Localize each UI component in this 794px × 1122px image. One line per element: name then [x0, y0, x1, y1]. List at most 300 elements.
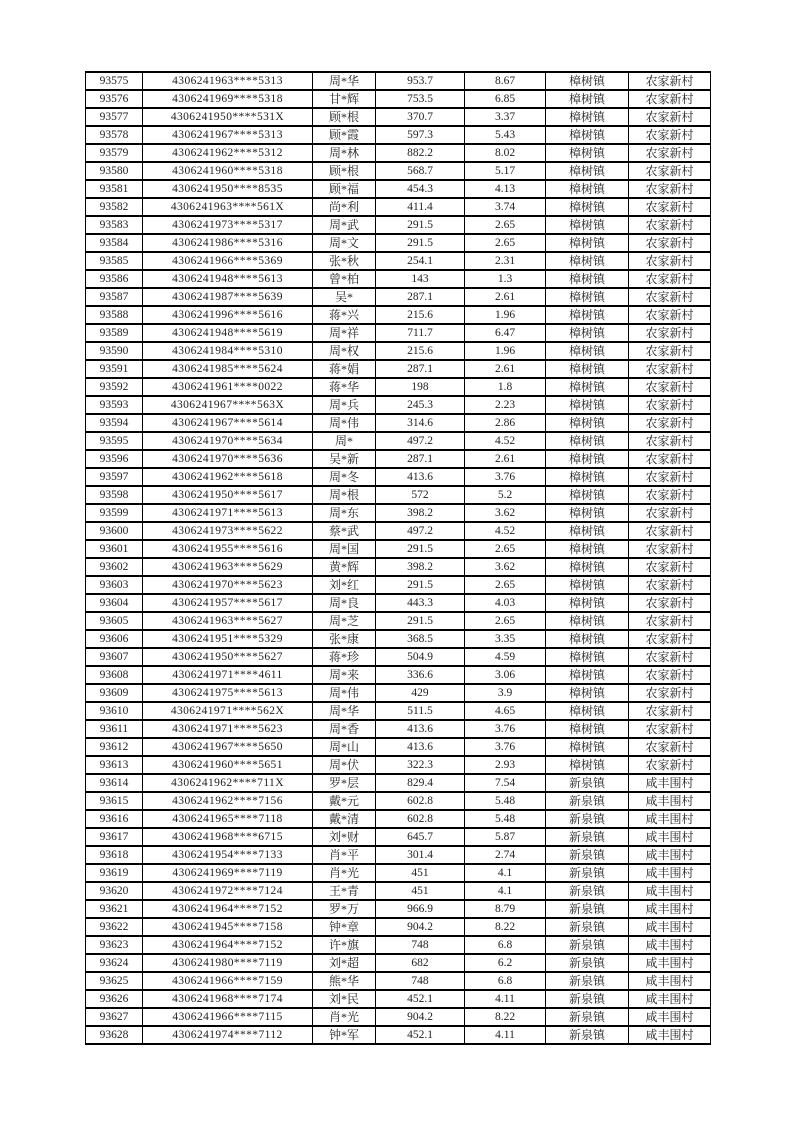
serial-number-cell: 93588	[86, 306, 143, 324]
serial-number-cell: 93625	[86, 972, 143, 990]
amount-value-cell: 254.1	[376, 252, 465, 270]
serial-number-cell: 93618	[86, 846, 143, 864]
records-table	[85, 71, 711, 1045]
serial-number-cell: 93590	[86, 342, 143, 360]
rate-value-cell: 4.65	[465, 702, 546, 720]
masked-id-number-cell: 4306241970****5636	[143, 450, 313, 468]
amount-value-cell: 497.2	[376, 522, 465, 540]
person-name-cell: 周*国	[313, 540, 376, 558]
serial-number-cell: 93603	[86, 576, 143, 594]
town-name-cell: 樟树镇	[546, 576, 629, 594]
amount-value-cell: 314.6	[376, 414, 465, 432]
amount-value-cell: 322.3	[376, 756, 465, 774]
table-row	[86, 126, 711, 144]
person-name-cell: 吴*新	[313, 450, 376, 468]
masked-id-number-cell: 4306241955****5616	[143, 540, 313, 558]
person-name-cell: 周*伏	[313, 756, 376, 774]
table-row	[86, 702, 711, 720]
masked-id-number-cell: 4306241967****5614	[143, 414, 313, 432]
serial-number-cell: 93619	[86, 864, 143, 882]
amount-value-cell: 602.8	[376, 810, 465, 828]
village-name-cell: 咸丰围村	[629, 954, 711, 972]
masked-id-number-cell: 4306241957****5617	[143, 594, 313, 612]
amount-value-cell: 411.4	[376, 198, 465, 216]
amount-value-cell: 215.6	[376, 342, 465, 360]
person-name-cell: 周*东	[313, 504, 376, 522]
masked-id-number-cell: 4306241961****0022	[143, 378, 313, 396]
person-name-cell: 周*伟	[313, 414, 376, 432]
serial-number-cell: 93626	[86, 990, 143, 1008]
person-name-cell: 熊*华	[313, 972, 376, 990]
amount-value-cell: 572	[376, 486, 465, 504]
masked-id-number-cell: 4306241960****5318	[143, 162, 313, 180]
masked-id-number-cell: 4306241971****562X	[143, 702, 313, 720]
amount-value-cell: 413.6	[376, 720, 465, 738]
village-name-cell: 农家新村	[629, 90, 711, 108]
rate-value-cell: 2.65	[465, 216, 546, 234]
table-row	[86, 576, 711, 594]
serial-number-cell: 93604	[86, 594, 143, 612]
amount-value-cell: 454.3	[376, 180, 465, 198]
person-name-cell: 顾*根	[313, 108, 376, 126]
table-row	[86, 720, 711, 738]
amount-value-cell: 645.7	[376, 828, 465, 846]
person-name-cell: 许*旗	[313, 936, 376, 954]
rate-value-cell: 4.11	[465, 990, 546, 1008]
person-name-cell: 黄*辉	[313, 558, 376, 576]
amount-value-cell: 398.2	[376, 558, 465, 576]
amount-value-cell: 143	[376, 270, 465, 288]
serial-number-cell: 93587	[86, 288, 143, 306]
person-name-cell: 吴*	[313, 288, 376, 306]
village-name-cell: 农家新村	[629, 324, 711, 342]
rate-value-cell: 1.8	[465, 378, 546, 396]
village-name-cell: 农家新村	[629, 558, 711, 576]
masked-id-number-cell: 4306241964****7152	[143, 936, 313, 954]
town-name-cell: 樟树镇	[546, 738, 629, 756]
amount-value-cell: 291.5	[376, 612, 465, 630]
table-row	[86, 144, 711, 162]
amount-value-cell: 336.6	[376, 666, 465, 684]
town-name-cell: 樟树镇	[546, 162, 629, 180]
village-name-cell: 咸丰围村	[629, 1008, 711, 1026]
village-name-cell: 农家新村	[629, 288, 711, 306]
masked-id-number-cell: 4306241963****5629	[143, 558, 313, 576]
rate-value-cell: 6.47	[465, 324, 546, 342]
village-name-cell: 咸丰围村	[629, 792, 711, 810]
town-name-cell: 新泉镇	[546, 900, 629, 918]
rate-value-cell: 5.2	[465, 486, 546, 504]
records-table-body	[86, 72, 711, 1044]
masked-id-number-cell: 4306241963****561X	[143, 198, 313, 216]
table-row	[86, 882, 711, 900]
table-row	[86, 486, 711, 504]
table-row	[86, 738, 711, 756]
amount-value-cell: 413.6	[376, 738, 465, 756]
village-name-cell: 咸丰围村	[629, 774, 711, 792]
town-name-cell: 樟树镇	[546, 90, 629, 108]
rate-value-cell: 6.2	[465, 954, 546, 972]
serial-number-cell: 93582	[86, 198, 143, 216]
rate-value-cell: 5.43	[465, 126, 546, 144]
person-name-cell: 刘*民	[313, 990, 376, 1008]
rate-value-cell: 2.65	[465, 540, 546, 558]
amount-value-cell: 953.7	[376, 72, 465, 90]
town-name-cell: 新泉镇	[546, 1026, 629, 1044]
rate-value-cell: 7.54	[465, 774, 546, 792]
amount-value-cell: 291.5	[376, 234, 465, 252]
town-name-cell: 樟树镇	[546, 378, 629, 396]
town-name-cell: 新泉镇	[546, 954, 629, 972]
table-row	[86, 360, 711, 378]
person-name-cell: 王*青	[313, 882, 376, 900]
person-name-cell: 刘*财	[313, 828, 376, 846]
masked-id-number-cell: 4306241996****5616	[143, 306, 313, 324]
town-name-cell: 新泉镇	[546, 1008, 629, 1026]
table-row	[86, 954, 711, 972]
town-name-cell: 樟树镇	[546, 486, 629, 504]
table-row	[86, 1026, 711, 1044]
table-row	[86, 378, 711, 396]
serial-number-cell: 93585	[86, 252, 143, 270]
masked-id-number-cell: 4306241960****5651	[143, 756, 313, 774]
serial-number-cell: 93596	[86, 450, 143, 468]
person-name-cell: 周*根	[313, 486, 376, 504]
person-name-cell: 周*	[313, 432, 376, 450]
table-row	[86, 540, 711, 558]
town-name-cell: 新泉镇	[546, 810, 629, 828]
town-name-cell: 樟树镇	[546, 396, 629, 414]
masked-id-number-cell: 4306241962****5312	[143, 144, 313, 162]
rate-value-cell: 8.22	[465, 918, 546, 936]
amount-value-cell: 245.3	[376, 396, 465, 414]
person-name-cell: 肖*光	[313, 864, 376, 882]
rate-value-cell: 3.9	[465, 684, 546, 702]
serial-number-cell: 93616	[86, 810, 143, 828]
village-name-cell: 咸丰围村	[629, 1026, 711, 1044]
person-name-cell: 肖*平	[313, 846, 376, 864]
masked-id-number-cell: 4306241962****5618	[143, 468, 313, 486]
masked-id-number-cell: 4306241962****7156	[143, 792, 313, 810]
table-row	[86, 630, 711, 648]
rate-value-cell: 8.02	[465, 144, 546, 162]
rate-value-cell: 2.31	[465, 252, 546, 270]
village-name-cell: 农家新村	[629, 450, 711, 468]
village-name-cell: 农家新村	[629, 756, 711, 774]
person-name-cell: 蒋*华	[313, 378, 376, 396]
person-name-cell: 戴*元	[313, 792, 376, 810]
person-name-cell: 尚*利	[313, 198, 376, 216]
town-name-cell: 樟树镇	[546, 648, 629, 666]
masked-id-number-cell: 4306241970****5634	[143, 432, 313, 450]
rate-value-cell: 5.17	[465, 162, 546, 180]
rate-value-cell: 3.62	[465, 504, 546, 522]
village-name-cell: 农家新村	[629, 684, 711, 702]
table-row	[86, 756, 711, 774]
person-name-cell: 张*秋	[313, 252, 376, 270]
table-row	[86, 612, 711, 630]
serial-number-cell: 93584	[86, 234, 143, 252]
serial-number-cell: 93614	[86, 774, 143, 792]
person-name-cell: 蒋*娟	[313, 360, 376, 378]
village-name-cell: 农家新村	[629, 198, 711, 216]
person-name-cell: 周*来	[313, 666, 376, 684]
person-name-cell: 钟*章	[313, 918, 376, 936]
serial-number-cell: 93610	[86, 702, 143, 720]
rate-value-cell: 4.13	[465, 180, 546, 198]
rate-value-cell: 1.96	[465, 306, 546, 324]
town-name-cell: 新泉镇	[546, 882, 629, 900]
table-row	[86, 198, 711, 216]
serial-number-cell: 93609	[86, 684, 143, 702]
amount-value-cell: 198	[376, 378, 465, 396]
town-name-cell: 樟树镇	[546, 666, 629, 684]
town-name-cell: 樟树镇	[546, 288, 629, 306]
masked-id-number-cell: 4306241980****7119	[143, 954, 313, 972]
rate-value-cell: 4.1	[465, 882, 546, 900]
table-row	[86, 990, 711, 1008]
amount-value-cell: 904.2	[376, 1008, 465, 1026]
rate-value-cell: 2.65	[465, 234, 546, 252]
amount-value-cell: 497.2	[376, 432, 465, 450]
person-name-cell: 周*权	[313, 342, 376, 360]
village-name-cell: 农家新村	[629, 72, 711, 90]
village-name-cell: 农家新村	[629, 162, 711, 180]
rate-value-cell: 3.62	[465, 558, 546, 576]
person-name-cell: 肖*光	[313, 1008, 376, 1026]
table-row	[86, 270, 711, 288]
person-name-cell: 曾*柏	[313, 270, 376, 288]
amount-value-cell: 370.7	[376, 108, 465, 126]
masked-id-number-cell: 4306241951****5329	[143, 630, 313, 648]
rate-value-cell: 5.48	[465, 810, 546, 828]
village-name-cell: 农家新村	[629, 594, 711, 612]
rate-value-cell: 8.67	[465, 72, 546, 90]
person-name-cell: 周*林	[313, 144, 376, 162]
amount-value-cell: 753.5	[376, 90, 465, 108]
amount-value-cell: 291.5	[376, 576, 465, 594]
amount-value-cell: 291.5	[376, 216, 465, 234]
amount-value-cell: 368.5	[376, 630, 465, 648]
town-name-cell: 樟树镇	[546, 630, 629, 648]
village-name-cell: 农家新村	[629, 576, 711, 594]
serial-number-cell: 93627	[86, 1008, 143, 1026]
person-name-cell: 罗*层	[313, 774, 376, 792]
village-name-cell: 农家新村	[629, 378, 711, 396]
town-name-cell: 新泉镇	[546, 774, 629, 792]
table-row	[86, 162, 711, 180]
person-name-cell: 周*冬	[313, 468, 376, 486]
serial-number-cell: 93599	[86, 504, 143, 522]
masked-id-number-cell: 4306241969****5318	[143, 90, 313, 108]
town-name-cell: 樟树镇	[546, 522, 629, 540]
village-name-cell: 农家新村	[629, 342, 711, 360]
rate-value-cell: 3.06	[465, 666, 546, 684]
table-row	[86, 288, 711, 306]
amount-value-cell: 829.4	[376, 774, 465, 792]
village-name-cell: 农家新村	[629, 666, 711, 684]
rate-value-cell: 4.1	[465, 864, 546, 882]
serial-number-cell: 93622	[86, 918, 143, 936]
town-name-cell: 樟树镇	[546, 594, 629, 612]
person-name-cell: 周*兵	[313, 396, 376, 414]
person-name-cell: 戴*清	[313, 810, 376, 828]
amount-value-cell: 287.1	[376, 288, 465, 306]
village-name-cell: 农家新村	[629, 468, 711, 486]
table-row	[86, 432, 711, 450]
amount-value-cell: 882.2	[376, 144, 465, 162]
amount-value-cell: 748	[376, 972, 465, 990]
village-name-cell: 农家新村	[629, 432, 711, 450]
amount-value-cell: 451	[376, 864, 465, 882]
masked-id-number-cell: 4306241968****7174	[143, 990, 313, 1008]
town-name-cell: 樟树镇	[546, 432, 629, 450]
town-name-cell: 樟树镇	[546, 252, 629, 270]
serial-number-cell: 93623	[86, 936, 143, 954]
masked-id-number-cell: 4306241963****5627	[143, 612, 313, 630]
village-name-cell: 咸丰围村	[629, 918, 711, 936]
masked-id-number-cell: 4306241970****5623	[143, 576, 313, 594]
town-name-cell: 新泉镇	[546, 936, 629, 954]
amount-value-cell: 451	[376, 882, 465, 900]
masked-id-number-cell: 4306241945****7158	[143, 918, 313, 936]
masked-id-number-cell: 4306241966****7159	[143, 972, 313, 990]
town-name-cell: 新泉镇	[546, 846, 629, 864]
town-name-cell: 樟树镇	[546, 126, 629, 144]
town-name-cell: 樟树镇	[546, 720, 629, 738]
town-name-cell: 樟树镇	[546, 234, 629, 252]
masked-id-number-cell: 4306241971****5613	[143, 504, 313, 522]
town-name-cell: 樟树镇	[546, 468, 629, 486]
person-name-cell: 刘*超	[313, 954, 376, 972]
rate-value-cell: 2.23	[465, 396, 546, 414]
amount-value-cell: 904.2	[376, 918, 465, 936]
rate-value-cell: 3.35	[465, 630, 546, 648]
table-row	[86, 90, 711, 108]
serial-number-cell: 93589	[86, 324, 143, 342]
person-name-cell: 周*文	[313, 234, 376, 252]
town-name-cell: 樟树镇	[546, 612, 629, 630]
table-row	[86, 252, 711, 270]
serial-number-cell: 93575	[86, 72, 143, 90]
serial-number-cell: 93595	[86, 432, 143, 450]
masked-id-number-cell: 4306241950****5617	[143, 486, 313, 504]
town-name-cell: 樟树镇	[546, 108, 629, 126]
village-name-cell: 农家新村	[629, 306, 711, 324]
table-row	[86, 684, 711, 702]
masked-id-number-cell: 4306241969****7119	[143, 864, 313, 882]
town-name-cell: 樟树镇	[546, 180, 629, 198]
rate-value-cell: 4.52	[465, 432, 546, 450]
rate-value-cell: 2.93	[465, 756, 546, 774]
amount-value-cell: 748	[376, 936, 465, 954]
serial-number-cell: 93607	[86, 648, 143, 666]
rate-value-cell: 2.61	[465, 450, 546, 468]
serial-number-cell: 93605	[86, 612, 143, 630]
village-name-cell: 农家新村	[629, 540, 711, 558]
town-name-cell: 樟树镇	[546, 72, 629, 90]
masked-id-number-cell: 4306241965****7118	[143, 810, 313, 828]
table-row	[86, 846, 711, 864]
rate-value-cell: 8.22	[465, 1008, 546, 1026]
town-name-cell: 樟树镇	[546, 324, 629, 342]
village-name-cell: 农家新村	[629, 414, 711, 432]
amount-value-cell: 429	[376, 684, 465, 702]
person-name-cell: 蒋*珍	[313, 648, 376, 666]
rate-value-cell: 6.8	[465, 936, 546, 954]
rate-value-cell: 5.87	[465, 828, 546, 846]
rate-value-cell: 1.96	[465, 342, 546, 360]
rate-value-cell: 3.76	[465, 738, 546, 756]
amount-value-cell: 597.3	[376, 126, 465, 144]
table-row	[86, 522, 711, 540]
rate-value-cell: 2.65	[465, 576, 546, 594]
amount-value-cell: 215.6	[376, 306, 465, 324]
rate-value-cell: 2.86	[465, 414, 546, 432]
serial-number-cell: 93594	[86, 414, 143, 432]
serial-number-cell: 93580	[86, 162, 143, 180]
table-row	[86, 648, 711, 666]
village-name-cell: 咸丰围村	[629, 936, 711, 954]
town-name-cell: 樟树镇	[546, 144, 629, 162]
table-row	[86, 900, 711, 918]
person-name-cell: 周*祥	[313, 324, 376, 342]
amount-value-cell: 452.1	[376, 990, 465, 1008]
table-row	[86, 504, 711, 522]
rate-value-cell: 6.8	[465, 972, 546, 990]
table-row	[86, 108, 711, 126]
town-name-cell: 樟树镇	[546, 360, 629, 378]
serial-number-cell: 93611	[86, 720, 143, 738]
rate-value-cell: 2.61	[465, 288, 546, 306]
rate-value-cell: 4.52	[465, 522, 546, 540]
rate-value-cell: 2.65	[465, 612, 546, 630]
masked-id-number-cell: 4306241985****5624	[143, 360, 313, 378]
masked-id-number-cell: 4306241967****5650	[143, 738, 313, 756]
person-name-cell: 刘*红	[313, 576, 376, 594]
serial-number-cell: 93600	[86, 522, 143, 540]
person-name-cell: 周*华	[313, 702, 376, 720]
serial-number-cell: 93577	[86, 108, 143, 126]
village-name-cell: 咸丰围村	[629, 864, 711, 882]
amount-value-cell: 711.7	[376, 324, 465, 342]
village-name-cell: 农家新村	[629, 270, 711, 288]
amount-value-cell: 682	[376, 954, 465, 972]
amount-value-cell: 413.6	[376, 468, 465, 486]
amount-value-cell: 287.1	[376, 450, 465, 468]
serial-number-cell: 93620	[86, 882, 143, 900]
serial-number-cell: 93578	[86, 126, 143, 144]
rate-value-cell: 3.74	[465, 198, 546, 216]
village-name-cell: 咸丰围村	[629, 990, 711, 1008]
table-row	[86, 216, 711, 234]
masked-id-number-cell: 4306241963****5313	[143, 72, 313, 90]
amount-value-cell: 287.1	[376, 360, 465, 378]
table-row	[86, 792, 711, 810]
table-row	[86, 324, 711, 342]
masked-id-number-cell: 4306241966****5369	[143, 252, 313, 270]
town-name-cell: 樟树镇	[546, 198, 629, 216]
amount-value-cell: 602.8	[376, 792, 465, 810]
village-name-cell: 咸丰围村	[629, 810, 711, 828]
rate-value-cell: 6.85	[465, 90, 546, 108]
village-name-cell: 农家新村	[629, 108, 711, 126]
serial-number-cell: 93612	[86, 738, 143, 756]
serial-number-cell: 93624	[86, 954, 143, 972]
person-name-cell: 张*康	[313, 630, 376, 648]
table-row	[86, 594, 711, 612]
table-row	[86, 414, 711, 432]
